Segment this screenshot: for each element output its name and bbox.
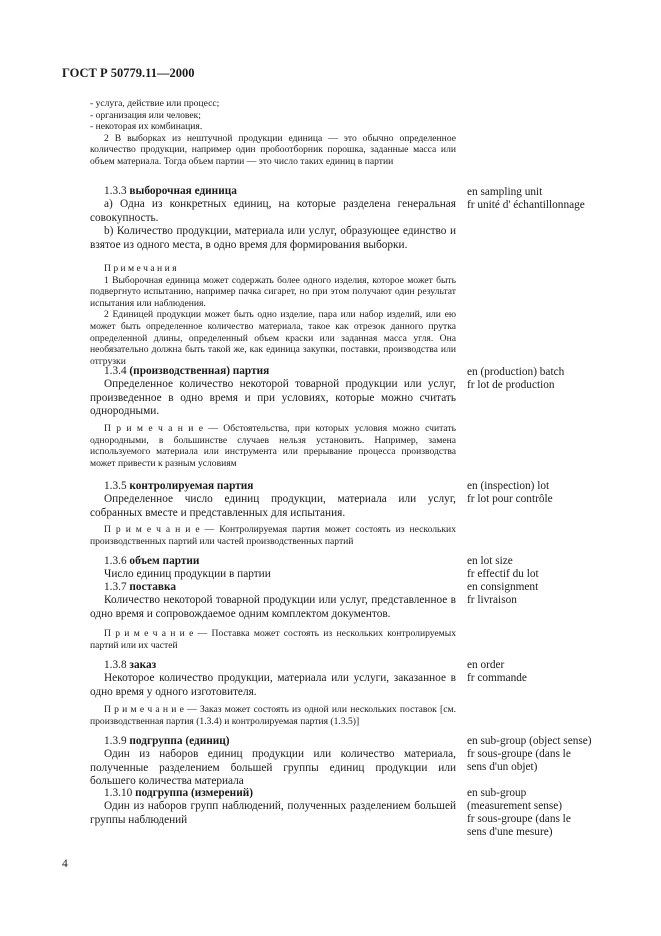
french-equivalent: fr lot de production [467,379,555,391]
notes-title: П р и м е ч а н и я [104,263,177,274]
note-label: П р и м е ч а н и е — [104,423,218,434]
term-1-3-5-note [90,524,456,547]
term-1-3-10 [90,787,456,827]
term-number: 1.3.4 [104,365,127,377]
term-definition: Определенное число единиц продукции, материала или услуг, собранных вместе и представленных для испытания. [90,493,456,519]
french-equivalent: fr commande [467,672,527,684]
term-name: контролируемая партия [129,480,254,492]
french-equivalent: fr effectif du lot [467,568,539,580]
english-equivalent: en consignment [467,581,539,593]
term-number: 1.3.5 [104,480,127,492]
term-number: 1.3.10 [104,787,133,799]
english-equivalent: en (production) batch [467,366,565,378]
term-definition: Некоторое количество продукции, материала или услуги, заказанное в одно время у одного изготовителя. [90,672,456,698]
french-equivalent: fr lot pour contrôle [467,493,553,505]
french-equivalent: fr sous-groupe (dans le [467,813,571,825]
term-1-3-4 [90,365,456,419]
english-equivalent: en sampling unit [467,186,543,198]
term-name: заказ [129,659,157,671]
term-1-3-6 [90,555,456,582]
list-item: - услуга, действие или процесс; [90,98,220,109]
note-label: П р и м е ч а н и е — [104,704,197,715]
note-text: Контролируемая партия может состоять из нескольких производственных партий или частей производственных партий [90,524,456,547]
term-1-3-6-7-equivalents [467,555,617,607]
term-name: выборочная единица [129,185,237,197]
term-1-3-8-note [90,704,456,727]
term-1-3-4-note [90,423,456,469]
page-number: 4 [62,858,68,870]
term-1-3-8 [90,659,456,699]
term-1-3-7 [90,581,456,621]
note-2: 2 Единицей продукции может быть одно изделие, пара или набор изделий, или ею может быть определенное количество материала, такое как отрезок данного прутка определенной длины, определенный объем краски или заданная масса угля. Она необязательно должна быть такой же, как единица закупки, поставки, производства или отгрузки [90,309,456,367]
note-label: П р и м е ч а н и е — [104,524,215,535]
term-1-3-9 [90,735,456,789]
english-equivalent: en sub-group [467,787,527,799]
term-1-3-8-equivalents [467,659,617,685]
term-definition: Число единиц продукции в партии [104,568,271,581]
list-item: - организация или человек; [90,109,201,121]
french-equivalent: fr livraison [467,594,517,606]
term-1-3-4-equivalents [467,366,617,392]
term-1-3-10-equivalents [467,787,617,839]
note-text: Поставка может состоять из нескольких контролируемых партий или их частей [90,628,456,651]
english-equivalent-cont: (measurement sense) [467,800,563,812]
term-name: подгруппа (измерений) [135,787,253,799]
term-name: объем партии [129,555,200,567]
intro-block [90,98,456,168]
term-1-3-3 [90,185,456,252]
term-number: 1.3.6 [104,555,127,567]
list-item: - некоторая их комбинация. [90,121,203,133]
note-text: Обстоятельства, при которых условия можно считать однородными, в большинстве случаев нельзя установить. Например, замена используемого материала или инструмента или прерывание процесса производства может привести к разным условиям [90,423,456,469]
term-number: 1.3.8 [104,659,127,671]
intro-note-2: 2 В выборках из нештучной продукции единица — это обычно определенное количество продукции, например один пробоотборник порошка, заданные масса или объем материала. Тогда объем партии — это число таких единиц в партии [90,132,456,167]
french-equivalent-cont: sens d'un objet) [467,761,538,773]
french-equivalent: fr sous-groupe (dans le [467,748,571,760]
french-equivalent: fr unité d' échantillonnage [467,199,585,211]
term-number: 1.3.9 [104,735,127,747]
term-1-3-3-notes [90,263,456,367]
term-1-3-7-note [90,628,456,651]
term-1-3-5 [90,480,456,520]
term-definition-a: а) Одна из конкретных единиц, на которые разделена генеральная совокупность. [90,198,456,224]
term-1-3-9-equivalents [467,735,617,774]
english-equivalent: en (inspection) lot [467,480,550,492]
term-name: (производственная) партия [129,365,270,377]
term-1-3-5-equivalents [467,480,617,506]
term-definition: Определенное количество некоторой товарной продукции или услуг, произведенное в одно время и при условиях, которые можно считать однородными. [90,378,456,418]
term-definition: Количество некоторой товарной продукции или услуг, представленное в одно время и сопровождаемое одним комплектом документов. [90,594,456,620]
note-text: Заказ может состоять из одной или нескольких поставок [см. производственная партия (1.3.4) и контролируемая партия (1.3.5)] [90,704,456,727]
term-number: 1.3.3 [104,185,127,197]
french-equivalent-cont: sens d'une mesure) [467,826,553,838]
english-equivalent: en lot size [467,555,513,567]
term-name: поставка [129,581,177,593]
english-equivalent: en sub-group (object sense) [467,735,592,747]
note-label: П р и м е ч а н и е — [104,628,208,639]
term-1-3-3-equivalents [467,186,617,212]
term-definition: Один из наборов единиц продукции или количество материала, полученные разделением большей группы единиц продукции или большего количества материала [90,748,456,788]
document-header: ГОСТ Р 50779.11—2000 [62,66,195,80]
term-definition: Один из наборов групп наблюдений, полученных разделением большей группы наблюдений [90,800,456,826]
note-1: 1 Выборочная единица может содержать более одного изделия, которое может быть подвергнуто испытанию, например пачка сигарет, но при этом получают один результат испытания или наблюдения. [90,274,456,309]
term-definition-b: b) Количество продукции, материала или услуг, образующее единство и взятое из одного места, в одно время для формирования выборки. [90,225,456,251]
english-equivalent: en order [467,659,505,671]
term-name: подгруппа (единиц) [129,735,230,747]
term-number: 1.3.7 [104,581,127,593]
